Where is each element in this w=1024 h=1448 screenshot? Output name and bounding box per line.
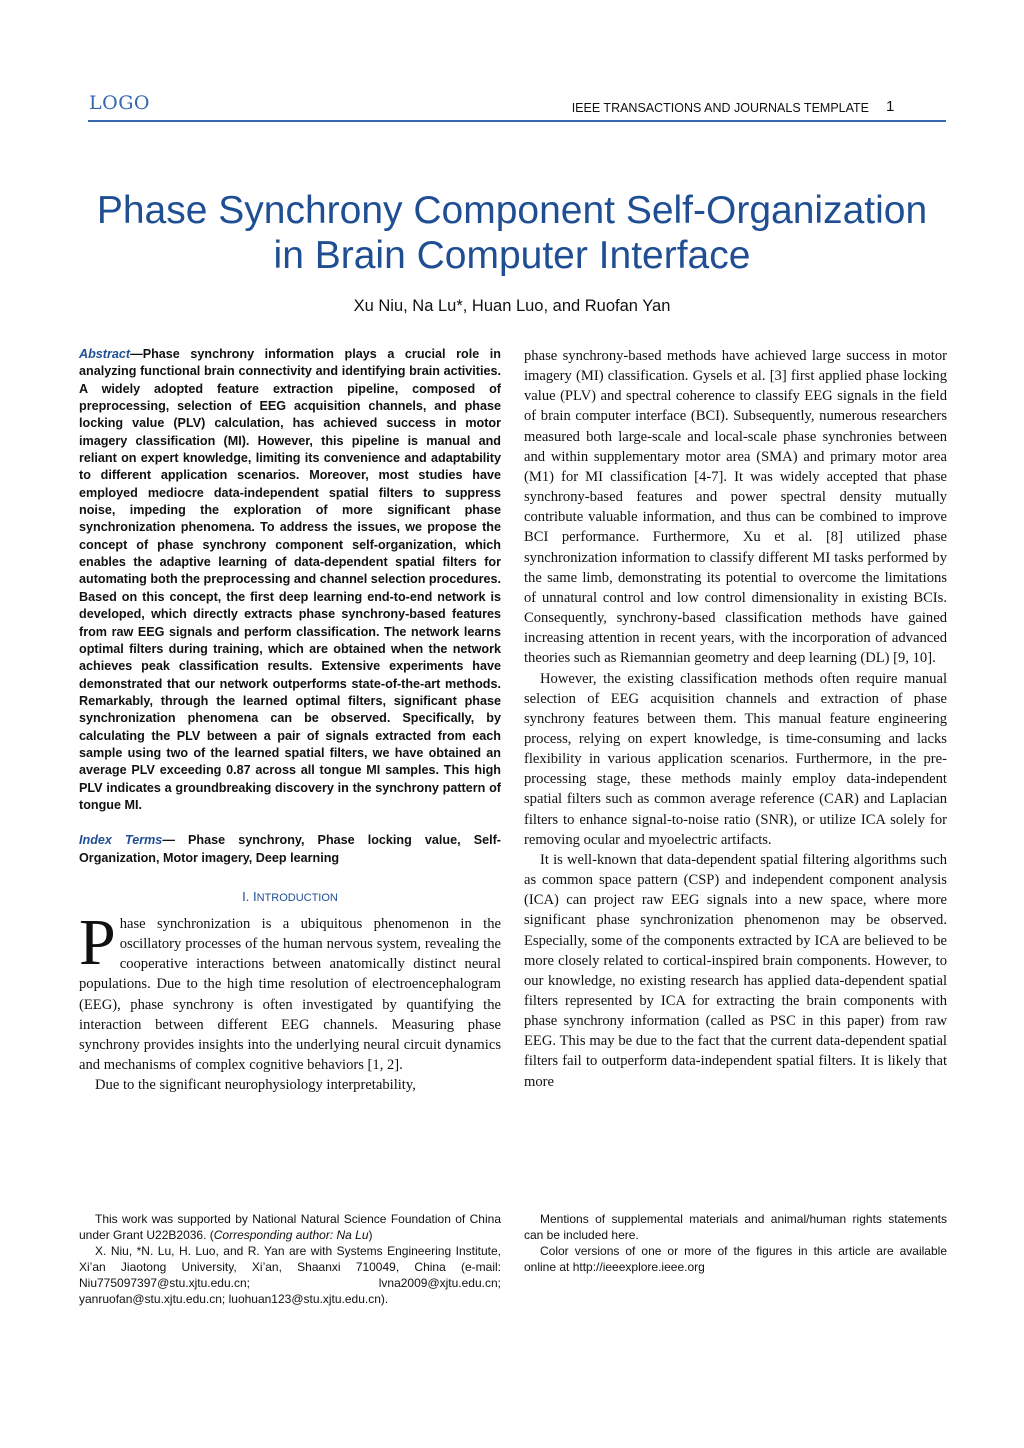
intro-paragraph-1-text: hase synchronization is a ubiquitous phenomenon in the oscillatory processes of the human nervous system, revealing the cooperative interactions between anatomically distinct neural populations. Due to the high time resolution of electroencephalogram (EEG), phase synchrony is often investigated by quantifying the interaction between different EEG channels. Measuring phase synchrony provides insights into the underlying neural circuit dynamics and mechanisms of complex cognitive behaviors [1, 2].: [79, 915, 501, 1074]
drop-cap: P: [79, 905, 116, 979]
footnotes-left: [79, 1211, 501, 1307]
index-terms-text: — Phase synchrony, Phase locking value, Self-Organization, Motor imagery, Deep learning: [79, 833, 501, 865]
index-terms: [79, 832, 501, 867]
page-number: 1: [886, 98, 895, 115]
abstract-text: —Phase synchrony information plays a crucial role in analyzing functional brain connectivity and identifying brain activities. A widely adopted feature extraction pipeline, composed of preprocessing, selection of EEG acquisition channels, and phase locking value (PLV) calculation, has achieved success in motor imagery classification (MI). However, this pipeline is manual and reliant on expert knowledge, limiting its convenience and adaptability to different application scenarios. Moreover, most studies have employed mediocre data-independent spatial filters to suppress noise, impeding the exploration of more significant phase synchronization phenomena. To address the issues, we propose the concept of phase synchrony component self-organization, which enables the adaptive learning of data-dependent spatial filters for automating both the preprocessing and channel selection procedures. Based on this concept, the first deep learning end-to-end network is developed, which directly extracts phase synchrony-based features from raw EEG signals and perform classification. The network learns optimal filters during training, which are obtained when the network achieves peak classification results. Extensive experiments have demonstrated that our network outperforms state-of-the-art methods. Remarkably, through the learned optimal filters, significant phase synchronization phenomena can be observed. Specifically, by calculating the PLV between a pair of signals extracted from each sample using two of the learned spatial filters, we have obtained an average PLV exceeding 0.87 across all tongue MI samples. This high PLV indicates a groundbreaking discovery in the synchrony pattern of tongue MI.: [79, 347, 501, 812]
title-line-2: in Brain Computer Interface: [273, 234, 751, 277]
affiliation-footnote: X. Niu, *N. Lu, H. Luo, and R. Yan are with Systems Engineering Institute, Xi’an Jiaotong University, Xi’an, Shaanxi 710049, China (e-mail: Niu775097397@stu.xjtu.edu.cn; lvna2009@xjtu.edu.cn; yanruofan@stu.xjtu.edu.cn; luohuan123@stu.xjtu.edu.cn).: [79, 1244, 501, 1306]
right-column: [524, 346, 947, 1092]
intro-paragraph-1: [79, 905, 501, 1075]
running-head: IEEE TRANSACTIONS AND JOURNALS TEMPLATE: [571, 101, 869, 115]
abstract: [79, 346, 501, 814]
color-versions-footnote: Color versions of one or more of the figures in this article are available online at http://ieeexplore.ieee.org: [524, 1244, 947, 1274]
left-column: [79, 346, 501, 1095]
intro-paragraph-2: Due to the significant neurophysiology interpretability,: [95, 1077, 416, 1094]
section-heading-introduction: I. INTRODUCTION: [242, 888, 338, 904]
supplemental-footnote: Mentions of supplemental materials and animal/human rights statements can be included here.: [524, 1212, 947, 1242]
right-paragraph-b: However, the existing classification methods often require manual selection of EEG acquisition channels and extraction of phase synchrony features between them. This manual feature engineering process, relying on expert knowledge, is time-consuming and lacks flexibility in various application scenarios. Furthermore, in the pre-processing stage, these methods mainly employ data-independent spatial filters such as common average reference (CAR) and Laplacian filters to enhance signal-to-noise ratio (SNR), or utilize ICA solely for removing ocular and myoelectric artifacts.: [524, 670, 947, 848]
journal-logo: LOGO: [89, 92, 150, 114]
right-paragraph-a: phase synchrony-based methods have achieved large success in motor imagery (MI) classification. Gysels et al. [3] first applied phase locking value (PLV) and spectral coherence to classify EEG signals in the field of brain computer interface (BCI). Subsequently, numerous researchers measured both large-scale and local-scale phase synchronies between and within supplementary motor area (SMA) and primary motor area (M1) for MI classification [4-7]. It was widely accepted that phase synchrony-based features and power spectral density mutually contribute valuable information, and thus can be combined to improve BCI performance. Furthermore, Xu et al. [8] utilized phase synchronization information to classify different MI tasks performed by the same limb, demonstrating its potential to overcome the limitations of unnatural control and low control dimensionality in existing BCIs. Consequently, synchrony-based classification methods have gained increasing attention in recent years, with the incorporation of advanced theories such as Riemannian geometry and deep learning (DL) [9, 10].: [524, 348, 947, 667]
funding-footnote: This work was supported by National Natural Science Foundation of China under Grant U22B2036. (Corresponding author: Na Lu): [79, 1212, 501, 1242]
author-list: Xu Niu, Na Lu*, Huan Luo, and Ruofan Yan: [353, 297, 671, 315]
index-terms-label: Index Terms: [79, 833, 163, 848]
header-rule: [88, 120, 946, 122]
right-paragraph-c: It is well-known that data-dependent spatial filtering algorithms such as common space pattern (CSP) and independent component analysis (ICA) can project raw EEG signals into a new space, where more significant phase synchronization phenomenon may be observed. Especially, some of the components extracted by ICA are believed to be more closely related to cortical-inspired brain components. However, to our knowledge, no existing research has applied data-dependent spatial filters represented by ICA for extracting the brain components with phase synchrony information (called as PSC in this paper) from raw EEG. This may be due to the fact that the current data-dependent spatial filters fail to outperform data-independent spatial filters. It is likely that more: [524, 851, 947, 1090]
footnotes-right: [524, 1211, 947, 1275]
paper-title: [60, 188, 964, 278]
title-line-1: Phase Synchrony Component Self-Organization: [96, 189, 928, 232]
abstract-label: Abstract: [79, 347, 131, 361]
